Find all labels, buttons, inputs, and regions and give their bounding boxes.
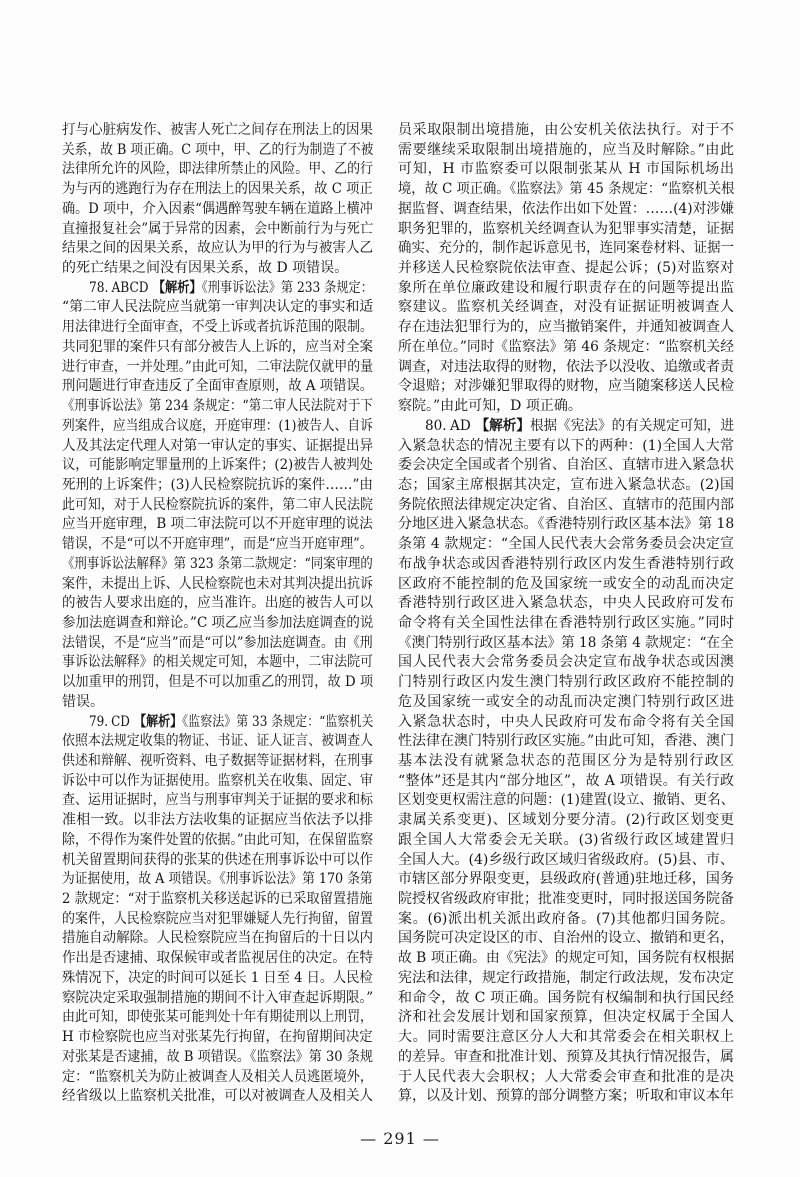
answer-explanation-79 <box>62 713 373 1107</box>
text-line <box>398 673 734 693</box>
line-text: 的案件，人民检察院应当对犯罪嫌疑人先行拘留，留置 <box>62 910 373 927</box>
text-line <box>62 653 373 673</box>
text-line <box>398 811 734 831</box>
line-text: 打与心脏病发作、被害人死亡之间存在刑法上的因果 <box>62 122 373 138</box>
line-text: 隶属关系变更)、区域划分要分清。(2)行政区划变更 <box>398 812 734 829</box>
line-text: 察院决定采取强制措施的期间不计入审查起诉期限。” <box>62 989 374 1006</box>
question-number: 78. <box>89 279 109 296</box>
text-line <box>398 890 734 910</box>
answer-key: CD <box>111 713 130 730</box>
text-line <box>89 279 373 299</box>
text-line <box>398 298 734 318</box>
text-line <box>62 417 373 437</box>
text-line <box>398 358 734 378</box>
answer-key: ABCD <box>111 279 149 296</box>
text-line <box>62 476 373 496</box>
analysis-marker: 【解析】 <box>134 713 183 730</box>
line-text: 危及国家统一或安全的动乱而决定澳门特别行政区进 <box>398 693 734 710</box>
text-line <box>398 910 734 930</box>
text-line <box>62 890 373 910</box>
text-line <box>398 772 734 792</box>
text-line <box>398 160 734 180</box>
text-line <box>398 397 734 417</box>
line-text: 措施自动解除。人民检察院应当在拘留后的十日以内 <box>62 930 373 947</box>
question-number: 79. <box>89 713 109 730</box>
text-line <box>398 200 734 220</box>
text-line <box>62 437 373 457</box>
line-text: 全国人大。(4)乡级行政区域归省级政府。(5)县、市、 <box>398 851 734 868</box>
line-text: 据监督、调查结果，依法作出如下处置：……(4)对涉嫌 <box>398 200 734 217</box>
line-text: 共同犯罪的案件只有部分被告人上诉的，应当对全案 <box>62 338 373 355</box>
line-text: 确。D 项中，介入因素“偶遇醉驾驶车辆在道路上横冲 <box>62 200 373 217</box>
line-text: 关系，故 B 项正确。C 项中，甲、乙的行为制造了不被 <box>62 141 374 158</box>
line-text: 2 款规定：“对于监察机关移送起诉的已采取留置措施 <box>62 891 373 908</box>
line-text: 此可知，对于人民检察院抗诉的案件，第二审人民法院 <box>62 496 373 513</box>
line-text: 经省级以上监察机关批准，可以对被调查人及相关人 <box>62 1088 373 1105</box>
line-text: 调查，对违法取得的财物，依法予以没收、追缴或者责 <box>398 358 734 375</box>
text-line <box>398 377 734 397</box>
text-line <box>398 496 734 516</box>
line-text: 香港特别行政区进入紧急状态，中央人民政府可发布 <box>398 595 734 612</box>
line-text: 查、运用证据时，应当与刑事审判关于证据的要求和标 <box>62 792 373 809</box>
left-column <box>62 121 373 1107</box>
line-text: 殊情况下，决定的时间可以延长 1 日至 4 日。人民检 <box>62 969 373 986</box>
text-line <box>398 1068 734 1088</box>
line-text: 进行审查，一并处理。”由此可知，二审法院仅就甲的量 <box>62 358 374 375</box>
line-text: 由此可知，即使张某可能判处十年有期徒刑以上刑罚， <box>62 1009 373 1026</box>
text-line <box>62 298 374 318</box>
text-line <box>398 949 735 969</box>
line-text: 诉讼中可以作为证据使用。监察机关在收集、固定、审 <box>62 772 373 789</box>
text-line <box>62 1068 374 1088</box>
text-line <box>398 338 735 358</box>
text-line <box>398 870 734 890</box>
line-text: 国务院可决定设区的市、自治州的设立、撤销和更名， <box>398 930 734 947</box>
line-text: 境，故 C 项正确。《监察法》第 45 条规定：“监察机关根 <box>398 181 735 198</box>
text-line <box>398 1087 734 1107</box>
text-line <box>62 377 374 397</box>
line-text: 以加重甲的刑罚，但是不可以加重乙的刑罚，故 D 项 <box>62 674 374 691</box>
line-text: 议，可能影响定罪量刑的上诉案件；(2)被告人被判处 <box>62 457 373 474</box>
line-text: 参加法庭调查和辩论。”C 项乙应当参加法庭调查的说 <box>62 614 374 631</box>
text-line <box>62 732 373 752</box>
line-text: 委会决定全国或者个别省、自治区、直辖市进入紧急状 <box>398 457 734 474</box>
text-line <box>398 634 734 654</box>
right-column <box>398 121 734 1107</box>
line-text: 人及其法定代理人对第一审认定的事实、证据提出异 <box>62 437 373 454</box>
line-text: 为与丙的逃跑行为存在刑法上的因果关系，故 C 项正 <box>62 181 373 198</box>
line-text: 确实、充分的，制作起诉意见书，连同案卷材料、证据一 <box>398 240 734 257</box>
line-text: 用法律进行全面审查，不受上诉或者抗诉范围的限制。 <box>62 319 373 336</box>
text-line <box>398 121 734 141</box>
text-line <box>62 1028 373 1048</box>
text-line <box>398 535 734 555</box>
text-line <box>398 141 734 161</box>
text-line <box>62 200 373 220</box>
line-text: 列案件，应当组成合议庭，开庭审理：(1)被告人、自诉 <box>62 417 373 434</box>
text-line <box>398 851 734 871</box>
text-line <box>62 220 374 240</box>
line-text: 的差异。审查和批准计划、预算及其执行情况报告，属 <box>398 1048 734 1065</box>
line-text: 条第 4 款规定：“全国人民代表大会常务委员会决定宣 <box>398 536 734 553</box>
line-text: 《监察法》第 33 条规定：“监察机关 <box>182 713 374 730</box>
text-line <box>398 969 734 989</box>
line-text: 错误，不是“可以不开庭审理”，而是“应当开庭审理”。 <box>62 536 373 553</box>
line-text: 的被告人要求出庭的，应当准许。出庭的被告人可以 <box>62 595 373 612</box>
text-line <box>89 713 374 733</box>
text-line <box>398 732 734 752</box>
text-line <box>62 673 374 693</box>
text-line <box>425 417 734 437</box>
text-line <box>398 259 734 279</box>
line-text: 象所在单位廉政建设和履行职责存在的问题等提出监 <box>398 279 734 296</box>
text-line <box>62 318 373 338</box>
line-text: 察建议。监察机关经调查，对没有证据证明被调查人 <box>398 299 734 316</box>
line-text: 法错误，不是“应当”而是“可以”参加法庭调查。由《刑 <box>62 634 373 651</box>
text-line <box>398 456 734 476</box>
line-text: 为证据使用，故 A 项错误。《刑事诉讼法》第 170 条第 <box>62 871 373 888</box>
continued-paragraph <box>62 121 373 279</box>
text-line <box>62 929 373 949</box>
text-line <box>62 180 373 200</box>
text-line <box>398 831 734 851</box>
text-line <box>398 713 734 733</box>
line-text: 市辖区部分界限变更，县级政府(普通)驻地迁移，国务 <box>398 871 734 888</box>
text-line <box>62 259 373 279</box>
text-line <box>62 1087 373 1107</box>
line-text: 跟全国人大常委会无关联。(3)省级行政区域建置归 <box>398 831 734 848</box>
line-text: 刑问题进行审查违反了全面审查原则，故 A 项错误。 <box>62 378 374 395</box>
line-text: 案件，未提出上诉、人民检察院也未对其判决提出抗诉 <box>62 575 373 592</box>
text-line <box>62 772 373 792</box>
text-line <box>62 397 373 417</box>
continued-paragraph <box>398 121 734 417</box>
line-text: 务院依照法律规定决定省、自治区、直辖市的范围内部 <box>398 496 734 513</box>
text-line <box>398 989 734 1009</box>
line-text: 除，不得作为案件处置的依据。”由此可知，在保留监察 <box>62 831 374 848</box>
text-line <box>62 121 373 141</box>
line-text: 门特别行政区内发生澳门特别行政区政府不能控制的 <box>398 674 734 691</box>
text-line <box>62 949 373 969</box>
text-line <box>398 791 735 811</box>
line-text: 准相一致。以非法方法收集的证据应当依法予以排 <box>62 812 373 829</box>
text-line <box>62 496 373 516</box>
line-text: 作出是否逮捕、取保候审或者监视居住的决定。在特 <box>62 950 373 967</box>
text-line <box>398 279 734 299</box>
line-text: 案。(6)派出机关派出政府备。(7)其他都归国务院。 <box>398 910 734 927</box>
line-text: 入紧急状态时，中央人民政府可发布命令将有关全国 <box>398 713 734 730</box>
line-text: 和命令，故 C 项正确。国务院有权编制和执行国民经 <box>398 989 734 1006</box>
text-line <box>398 614 734 634</box>
text-line <box>62 555 373 575</box>
line-text: 机关留置期间获得的张某的供述在刑事诉讼中可以作 <box>62 851 373 868</box>
text-line <box>62 989 374 1009</box>
text-line <box>62 575 373 595</box>
line-text: 并移送人民检察院依法审查、提起公诉；(5)对监察对 <box>398 260 734 277</box>
line-text: 大。同时需要注意区分人大和其常委会在相关职权上 <box>398 1029 734 1046</box>
text-line <box>62 969 373 989</box>
text-line <box>62 535 373 555</box>
line-text: 法律所允许的风险，即法律所禁止的风险。甲、乙的行 <box>62 161 373 178</box>
text-line <box>398 1008 734 1028</box>
text-line <box>398 929 734 949</box>
line-text: 根据《宪法》的有关规定可知，进 <box>529 417 734 434</box>
text-line <box>398 1028 734 1048</box>
text-line <box>62 811 373 831</box>
line-text: 院授权省级政府审批；批准变更时，同时报送国务院备 <box>398 891 734 908</box>
line-text: 死刑的上诉案件；(3)人民检察院抗诉的案件……”由 <box>62 476 373 493</box>
text-line <box>398 220 734 240</box>
text-line <box>62 515 373 535</box>
text-line <box>398 693 734 713</box>
text-line <box>62 634 373 654</box>
line-text: 察院。”由此可知，D 项正确。 <box>398 398 582 415</box>
text-line <box>398 1048 734 1068</box>
line-text: 区划变更权需注意的问题：(1)建置(设立、撤销、更名、 <box>398 792 735 809</box>
text-line <box>398 515 733 535</box>
line-text: 国人民代表大会常务委员会决定宣布战争状态或因澳 <box>398 654 734 671</box>
analysis-marker: 【解析】 <box>475 417 530 434</box>
line-text: 《刑事诉讼法》第 234 条规定：“第二审人民法院对于下 <box>62 398 373 415</box>
text-line <box>62 614 374 634</box>
line-text: 济和社会发展计划和国家预算，但决定权属于全国人 <box>398 1009 734 1026</box>
text-line <box>62 910 373 930</box>
text-line <box>62 791 373 811</box>
text-line <box>398 437 734 457</box>
answer-explanation-78 <box>62 279 373 713</box>
text-line <box>398 318 734 338</box>
answer-key: AD <box>450 417 471 434</box>
line-text: 令退赔；对涉嫌犯罪取得的财物，应当随案移送人民检 <box>398 378 734 395</box>
text-line <box>398 653 734 673</box>
line-text: 算，以及计划、预算的部分调整方案；听取和审议本年 <box>398 1088 734 1105</box>
line-text: 《刑事诉讼法解释》第 323 条第二款规定：“同案审理的 <box>62 555 373 572</box>
line-text: 《澳门特别行政区基本法》第 18 条第 4 款规定：“在全 <box>398 634 734 651</box>
text-line <box>62 851 373 871</box>
text-line <box>62 358 374 378</box>
line-text: 事诉讼法解释》的相关规定可知，本题中，二审法院可 <box>62 654 373 671</box>
line-text: 对张某是否逮捕，故 B 项错误。《监察法》第 30 条规 <box>62 1048 373 1065</box>
line-text: 错误。 <box>62 693 104 710</box>
analysis-marker: 【解析】 <box>152 279 202 296</box>
line-text: 依照本法规定收集的物证、书证、证人证言、被调查人 <box>62 733 373 750</box>
text-line <box>62 1048 373 1068</box>
text-line <box>398 575 734 595</box>
text-line <box>62 160 373 180</box>
text-line <box>62 141 374 161</box>
text-line <box>62 594 373 614</box>
line-text: 定：“监察机关为防止被调查人及相关人员逃匿境外， <box>62 1068 374 1085</box>
line-text: 宪法和法律，规定行政措施，制定行政法规，发布决定 <box>398 969 734 986</box>
text-line <box>62 831 374 851</box>
line-text: 基本法没有就紧急状态的范围区分为是特别行政区 <box>398 753 734 769</box>
line-text: 性法律在澳门特别行政区实施。”由此可知，香港、澳门 <box>398 733 735 750</box>
line-text: 可知，H 市监察委可以限制张某从 H 市国际机场出 <box>398 161 734 178</box>
line-text: 员采取限制出境措施，由公安机关依法执行。对于不 <box>398 122 734 138</box>
line-text: 应当开庭审理，B 项二审法院可以不开庭审理的说法 <box>62 516 373 533</box>
text-line <box>62 456 373 476</box>
text-line <box>62 693 373 713</box>
line-text: 区政府不能控制的危及国家统一或安全的动乱而决定 <box>398 575 734 592</box>
text-line <box>398 180 735 200</box>
text-line <box>398 752 734 772</box>
line-text: 入紧急状态的情况主要有以下的两种：(1)全国人大常 <box>398 437 734 454</box>
text-line <box>62 239 373 259</box>
line-text: H 市检察院也应当对张某先行拘留，在拘留期间决定 <box>62 1029 373 1046</box>
line-text: “第二审人民法院应当就第一审判决认定的事实和适 <box>62 299 374 316</box>
line-text: 布战争状态或因香港特别行政区内发生香港特别行政 <box>398 555 734 572</box>
line-text: 存在违法犯罪行为的，应当撤销案件，并通知被调查人 <box>398 319 734 336</box>
text-line <box>398 594 734 614</box>
text-line <box>398 555 734 575</box>
line-text: 需要继续采取限制出境措施的，应当及时解除。”由此 <box>398 141 734 158</box>
question-number: 80. <box>425 417 447 434</box>
text-line <box>62 1008 373 1028</box>
text-line <box>398 476 734 496</box>
page-number: — 291 — <box>360 1129 440 1148</box>
line-text: 态；国家主席根据其决定，宣布进入紧急状态。(2)国 <box>398 476 734 493</box>
line-text: 所在单位。”同时《监察法》第 46 条规定：“监察机关经 <box>398 338 735 355</box>
line-text: 故 B 项正确。由《宪法》的规定可知，国务院有权根据 <box>398 950 735 967</box>
line-text: 结果之间的因果关系，故应认为甲的行为与被害人乙 <box>62 240 373 257</box>
line-text: 的死亡结果之间没有因果关系，故 D 项错误。 <box>62 260 349 277</box>
text-line <box>62 870 373 890</box>
text-line <box>62 752 373 772</box>
text-line <box>62 338 373 358</box>
line-text: 于人民代表大会职权；人大常委会审查和批准的是决 <box>398 1068 734 1085</box>
line-text: 命令将有关全国性法律在香港特别行政区实施。”同时 <box>398 614 734 631</box>
text-line <box>398 239 734 259</box>
line-text: 分地区进入紧急状态。《香港特别行政区基本法》第 18 <box>398 516 735 533</box>
line-text: 直撞报复社会”属于异常的因素，会中断前行为与死亡 <box>62 220 374 237</box>
line-text: 供述和辩解、视听资料、电子数据等证据材料，在刑事 <box>62 753 373 769</box>
answer-explanation-80 <box>398 417 734 1107</box>
line-text: “整体”还是其内“部分地区”，故 A 项错误。有关行政 <box>398 772 734 789</box>
line-text: 《刑事诉讼法》第 233 条规定： <box>201 279 373 296</box>
line-text: 职务犯罪的，监察机关经调查认为犯罪事实清楚，证据 <box>398 220 734 237</box>
